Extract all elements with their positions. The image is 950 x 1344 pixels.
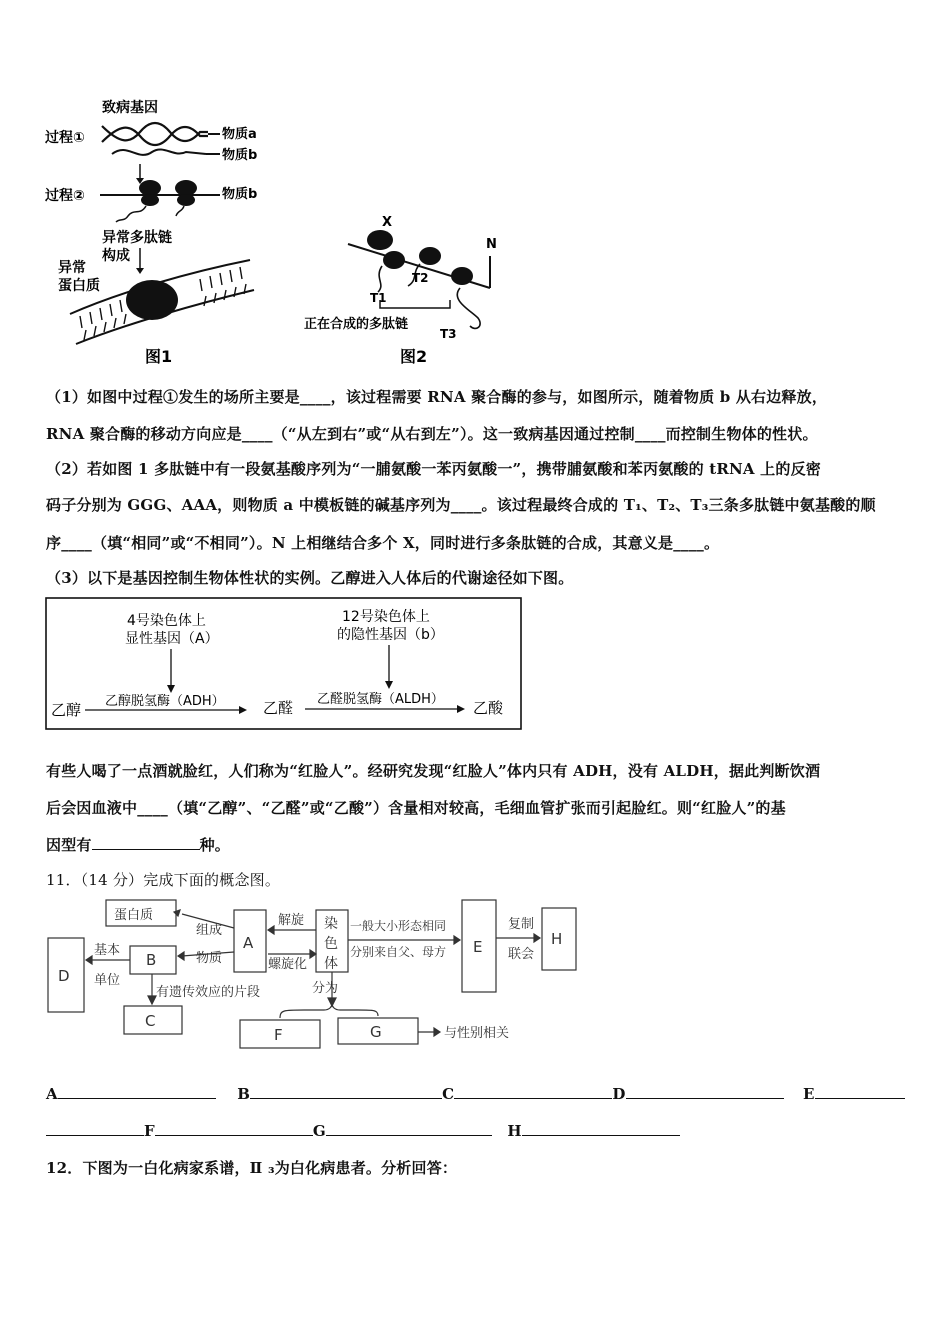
process-2-label: 过程② <box>45 188 85 204</box>
answer-a-blank[interactable] <box>58 1098 216 1099</box>
aldh-label: 乙醛脱氢酶（ALDH） <box>317 692 444 707</box>
mrna-strand <box>112 149 206 154</box>
label-genetic-segment: 有遗传效应的片段 <box>156 985 261 1000</box>
q10-line-5: 序____（填“相同”或“不相同”）。N 上相继结合多个 X，同时进行多条肽链的合成，其意义是____。 <box>46 534 720 552</box>
ribosome-2-small <box>177 194 195 206</box>
adh-label: 乙醇脱氢酶（ADH） <box>105 694 225 709</box>
figure-1 <box>40 92 290 372</box>
label-sex-related: 与性别相关 <box>444 1026 510 1041</box>
label-basic: 基本 <box>94 943 121 958</box>
arrow-gene-a-head <box>167 685 175 693</box>
figure-2 <box>300 200 520 372</box>
answer-g-label: G <box>312 1122 326 1140</box>
label-divide-into: 分为 <box>312 981 339 996</box>
concept-map <box>44 894 584 1054</box>
t1-label: T1 <box>370 291 387 305</box>
ribosome-t2 <box>419 247 441 265</box>
label-unit: 单位 <box>94 973 121 988</box>
gene-b-line-2: 的隐性基因（b） <box>337 627 444 643</box>
dna-helix <box>102 123 208 141</box>
q10-line-3: （2）若如图 1 多肽链中有一段氨基酸序列为“一脯氨酸一苯丙氨酸一”，携带脯氨酸和苯丙氨酸的 tRNA 上的反密 <box>46 460 821 478</box>
label-associate: 联会 <box>508 947 535 962</box>
q12-text: 12．下图为一白化病家系谱，Ⅱ ₃为白化病患者。分析回答： <box>46 1159 458 1177</box>
label-chromosome: 染色体 <box>324 916 338 972</box>
label-compose: 组成 <box>196 923 223 938</box>
abnormal-protein-label-1: 异常 <box>58 260 86 276</box>
peptide-bracket <box>380 300 450 308</box>
chain-t1 <box>378 266 382 292</box>
answer-h-label: H <box>507 1122 522 1140</box>
disease-gene-label: 致病基因 <box>102 100 158 116</box>
ribosome-x <box>367 230 393 250</box>
answer-d-label: D <box>612 1085 626 1103</box>
arrow-g-sex-head <box>434 1028 440 1036</box>
abnormal-protein-label-2: 蛋白质 <box>58 278 100 294</box>
genotype-blank[interactable] <box>92 849 200 850</box>
process-1-label: 过程① <box>45 130 85 146</box>
label-h: H <box>551 930 563 948</box>
peptide-chain-2 <box>176 206 184 216</box>
arrow-chromo-e-head <box>454 936 460 944</box>
gene-a-line-2: 显性基因（A） <box>125 631 219 647</box>
q10-line-7: 有些人喝了一点酒就脸红，人们称为“红脸人”。经研究发现“红脸人”体内只有 ADH，没有 ALDH，据此判断饮酒 <box>46 762 821 780</box>
substance-b-label: 物质b <box>222 148 258 163</box>
ribosome-t1 <box>383 251 405 269</box>
t2-label: T2 <box>412 271 429 285</box>
label-replicate: 复制 <box>508 917 535 932</box>
q10-line-1: （1）如图中过程①发生的场所主要是____，该过程需要 RNA 聚合酶的参与，如图所示，随着物质 b 从右边释放， <box>46 388 828 406</box>
label-e: E <box>473 938 483 956</box>
label-d: D <box>58 967 70 985</box>
brace-fg <box>280 1004 378 1018</box>
label-c: C <box>145 1012 156 1030</box>
ribosome-2 <box>175 180 197 196</box>
arrow-gene-b-head <box>385 681 393 689</box>
answer-d-blank[interactable] <box>626 1098 784 1099</box>
ethanol-label: 乙醇 <box>51 701 82 719</box>
substance-b2-label: 物质b <box>222 187 258 202</box>
answer-c-label: C <box>442 1085 455 1103</box>
arrow-b-c-head <box>148 996 156 1004</box>
peptide-chain-1 <box>116 206 146 222</box>
answer-row-2 <box>46 1122 680 1140</box>
ribosome-1 <box>139 180 161 196</box>
label-a: A <box>243 934 254 952</box>
q10-line-6: （3）以下是基因控制生物体性状的实例。乙醇进入人体后的代谢途径如下图。 <box>46 569 574 587</box>
arrow-spiral-head <box>310 950 316 958</box>
label-unwind: 解旋 <box>278 913 305 928</box>
q10-line-9 <box>46 834 230 855</box>
answer-f-label: F <box>144 1122 155 1140</box>
compose-label: 构成 <box>102 248 130 264</box>
x-label: X <box>382 215 393 230</box>
label-spiral: 螺旋化 <box>268 957 308 972</box>
answer-h-blank[interactable] <box>522 1135 680 1136</box>
ribosome-1-small <box>141 194 159 206</box>
arrow-adh-head <box>239 706 247 714</box>
arrow-a-protein-head <box>174 910 180 916</box>
gene-b-line-1: 12号染色体上 <box>342 609 430 625</box>
acetaldehyde-label: 乙醛 <box>263 699 294 717</box>
n-label: N <box>486 237 497 252</box>
answer-e-label: E <box>802 1085 815 1103</box>
arrow-head-2 <box>136 268 144 274</box>
label-from-parents: 分别来自父、母方 <box>350 945 447 959</box>
label-substance: 物质 <box>196 951 223 966</box>
q10-line-8: 后会因血液中____（填“乙醇”、“乙醛”或“乙酸”）含量相对较高，毛细血管扩张而引起脸红。则“红脸人”的基 <box>46 799 786 817</box>
t3-label: T3 <box>440 327 457 341</box>
answer-a-label: A <box>46 1085 58 1103</box>
abnormal-protein-blob <box>126 280 178 320</box>
answer-g-blank[interactable] <box>326 1135 492 1136</box>
arrow-unwind-head <box>268 926 274 934</box>
label-g: G <box>370 1023 382 1041</box>
answer-e-blank[interactable] <box>815 1098 905 1099</box>
answer-b-label: B <box>237 1085 251 1103</box>
answer-row-1 <box>46 1085 905 1103</box>
gene-a-line-1: 4号染色体上 <box>127 613 206 629</box>
answer-e-blank-cont[interactable] <box>46 1135 144 1136</box>
q10-line-4: 码子分别为 GGG、AAA，则物质 a 中模板链的碱基序列为____。该过程最终合成的 T₁、T₂、T₃三条多肽链中氨基酸的顺 <box>46 496 876 514</box>
label-same-shape: 一般大小形态相同 <box>350 919 447 933</box>
figure-1-caption: 图1 <box>145 347 173 366</box>
q10-line-9-pre: 因型有 <box>46 836 92 854</box>
peptide-label: 正在合成的多肽链 <box>304 317 409 332</box>
answer-c-blank[interactable] <box>454 1098 612 1099</box>
label-protein: 蛋白质 <box>114 908 154 923</box>
acetic-acid-label: 乙酸 <box>473 699 504 717</box>
label-b: B <box>146 951 157 969</box>
answer-f-blank[interactable] <box>155 1135 313 1136</box>
arrow-e-h-head <box>534 934 540 942</box>
q11-title: 11．（14 分）完成下面的概念图。 <box>46 871 281 889</box>
label-f: F <box>274 1026 283 1044</box>
arrow-aldh-head <box>457 705 465 713</box>
figure-2-caption: 图2 <box>400 347 428 366</box>
q10-line-2: RNA 聚合酶的移动方向应是____（“从左到右”或“从右到左”）。这一致病基因通过控制____而控制生物体的性状。 <box>46 425 818 443</box>
substance-a-label: 物质a <box>222 127 257 142</box>
answer-b-blank[interactable] <box>250 1098 442 1099</box>
q10-line-9-post: 种。 <box>199 836 231 854</box>
dna-helix-strand <box>102 127 208 145</box>
arrow-a-b-head <box>178 952 184 960</box>
ribosome-t3 <box>451 267 473 285</box>
abnormal-peptide-label: 异常多肽链 <box>102 230 172 246</box>
chain-t3 <box>457 288 480 328</box>
arrow-b-d-head <box>86 956 92 964</box>
metabolic-pathway <box>45 597 523 731</box>
